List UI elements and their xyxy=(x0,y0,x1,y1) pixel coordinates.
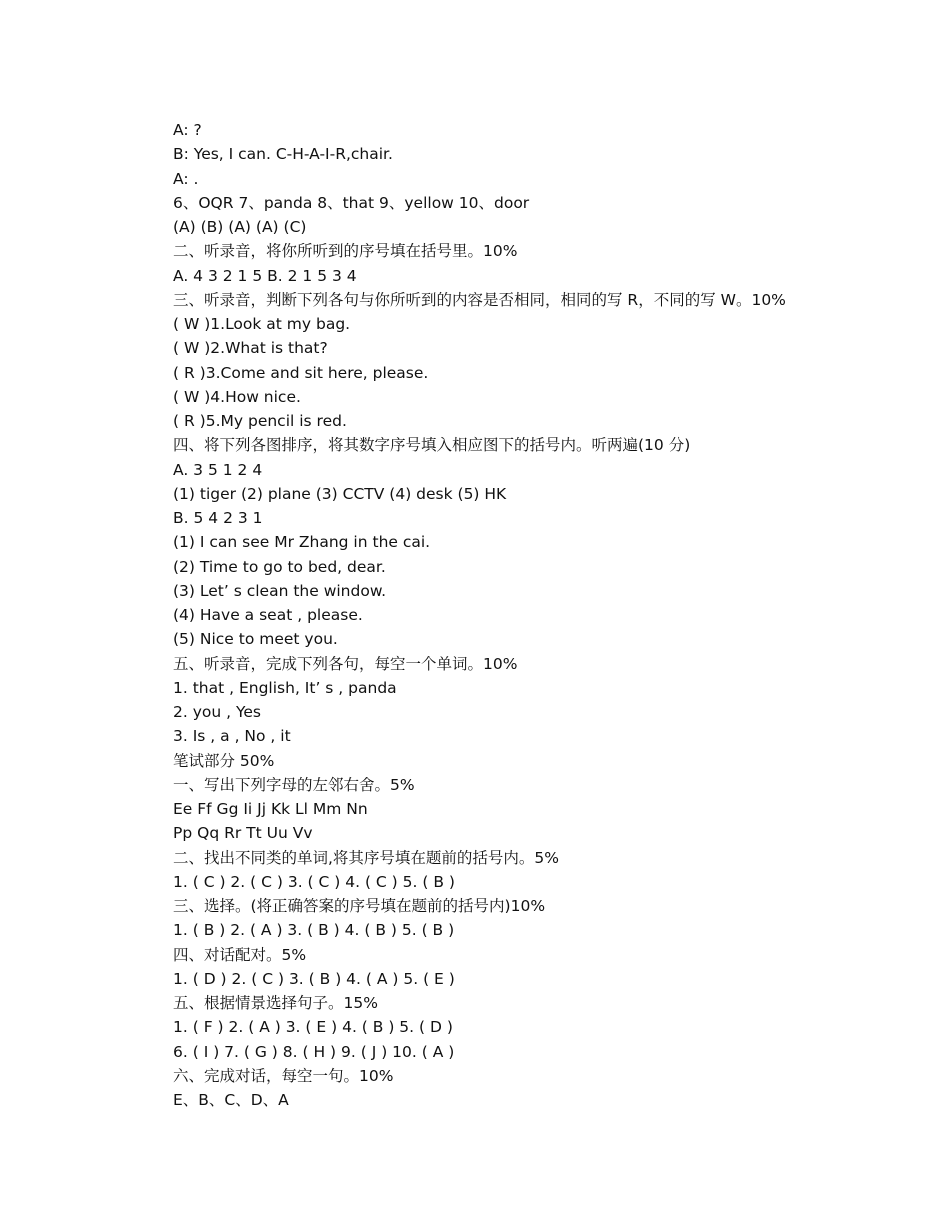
text-line: (3) Let’ s clean the window. xyxy=(173,581,387,600)
section-heading: 四、将下列各图排序，将其数字序号填入相应图下的括号内。听两遍(10 分) xyxy=(173,436,691,455)
text-line: ( R )3.Come and sit here, please. xyxy=(173,363,429,382)
text-line: 1. ( F ) 2. ( A ) 3. ( E ) 4. ( B ) 5. ( D ) xyxy=(173,1018,453,1037)
text-line: A. 4 3 2 1 5 B. 2 1 5 3 4 xyxy=(173,266,357,285)
text-line: E、B、C、D、A xyxy=(173,1091,289,1109)
section-heading: 三、选择。(将正确答案的序号填在题前的括号内)10% xyxy=(173,897,546,915)
text-line: Ee Ff Gg Ii Jj Kk Ll Mm Nn xyxy=(173,800,368,818)
text-line: 6、OQR 7、panda 8、that 9、yellow 10、door xyxy=(173,193,530,212)
text-line: (4) Have a seat , please. xyxy=(173,606,363,624)
text-line: ( W )4.How nice. xyxy=(173,387,301,406)
section-heading: 二、听录音，将你所听到的序号填在括号里。10% xyxy=(173,242,518,261)
text-line: ( W )1.Look at my bag. xyxy=(173,315,351,333)
section-heading: 四、对话配对。5% xyxy=(173,945,307,964)
text-line: Pp Qq Rr Tt Uu Vv xyxy=(173,824,313,843)
text-line: 1. that , English, It’ s , panda xyxy=(173,678,397,697)
text-line: B: Yes, I can. C-H-A-I-R,chair. xyxy=(173,145,393,164)
text-line: 3. Is , a , No , it xyxy=(173,727,291,746)
text-line: A: ? xyxy=(173,121,202,139)
section-heading: 三、听录音，判断下列各句与你所听到的内容是否相同，相同的写 R，不同的写 W。10% xyxy=(173,290,786,309)
text-line: 1. ( D ) 2. ( C ) 3. ( B ) 4. ( A ) 5. ( E ) xyxy=(173,969,455,988)
section-heading: 五、听录音，完成下列各句，每空一个单词。10% xyxy=(173,654,518,673)
text-line: 6. ( I ) 7. ( G ) 8. ( H ) 9. ( J ) 10. ( A ) xyxy=(173,1042,455,1061)
text-line: (2) Time to go to bed, dear. xyxy=(173,557,386,576)
text-line: 1. ( B ) 2. ( A ) 3. ( B ) 4. ( B ) 5. ( B ) xyxy=(173,921,455,940)
text-line: A: . xyxy=(173,169,199,188)
text-line: (1) tiger (2) plane (3) CCTV (4) desk (5) HK xyxy=(173,484,507,503)
text-line: (A) (B) (A) (A) (C) xyxy=(173,218,307,236)
text-line: ( W )2.What is that? xyxy=(173,339,328,358)
document-body xyxy=(173,118,873,1112)
part-heading: 笔试部分 50% xyxy=(173,751,275,770)
text-line: ( R )5.My pencil is red. xyxy=(173,412,347,430)
text-line: 1. ( C ) 2. ( C ) 3. ( C ) 4. ( C ) 5. ( B ) xyxy=(173,872,455,891)
section-heading: 一、写出下列字母的左邻右舍。5% xyxy=(173,775,415,794)
section-heading: 六、完成对话，每空一句。10% xyxy=(173,1066,394,1085)
text-line: 2. you , Yes xyxy=(173,703,261,721)
text-line: (1) I can see Mr Zhang in the cai. xyxy=(173,533,431,552)
section-heading: 二、找出不同类的单词,将其序号填在题前的括号内。5% xyxy=(173,848,560,867)
text-line: B. 5 4 2 3 1 xyxy=(173,509,263,527)
text-line: (5) Nice to meet you. xyxy=(173,630,338,649)
section-heading: 五、根据情景选择句子。15% xyxy=(173,994,378,1012)
text-line: A. 3 5 1 2 4 xyxy=(173,460,263,479)
